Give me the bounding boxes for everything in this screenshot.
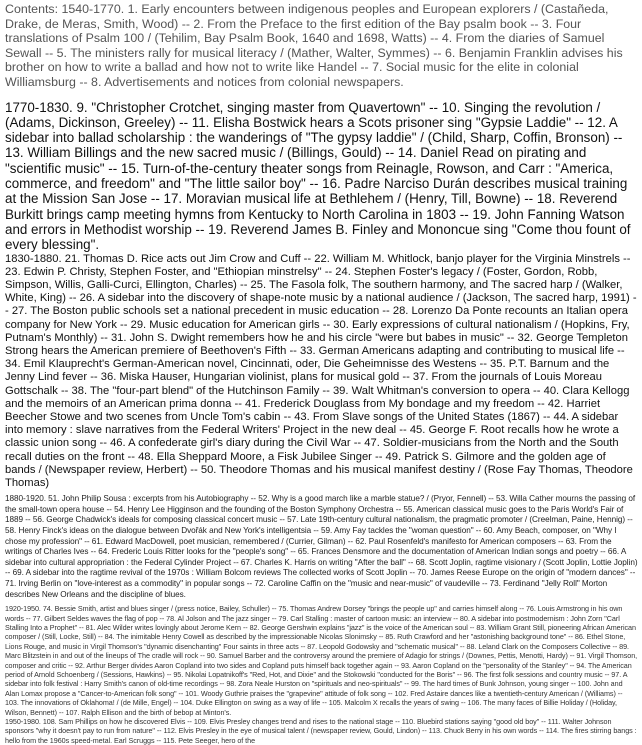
- contents-section-1880-1920: 1880-1920. 51. John Philip Sousa : excerpts from his Autobiography -- 52. Why is a good march like a marble statue? / (Pryor, Fennell) -- 53. Willa Cather mourns the passing of the small-town opera house -- 54. Henry Lee Higginson and the founding of the Boston Symphony Orchestra -- 55. American classical music goes to the Paris World's Fair of 1889 -- 56. George Chadwick's ideals for composing classical concert music -- 57. Late 19th-century cultural nationalism, the pragmatic promoter / (Creelman, Paine, Hennig) -- 58. Henry Finck's ideas on the dialogue between Dvořák and New York's intelligentsia -- 59. Amy Fay tackles the "woman question" -- 60. Amy Beach, composer, on "Why I chose my profession" -- 61. Edward MacDowell, poet musician, remembered / (Currier, Gilman) -- 62. Paul Rosenfeld's manifesto for American composers -- 63. From the writings of Charles Ives -- 64. Frederic Louis Ritter looks for the "people's song" -- 65. Frances Densmore and the documentation of American Indian songs and poetry -- 66. A sidebar into cultural appropriation : the Federal Cylinder Project -- 67. Charles K. Harris on writing "After the ball" -- 68. Scott Joplin, ragtime visionary / (Scott Joplin, Lottie Joplin) -- 69. A sidebar into the ragtime revival of the 1970s : William Bolcom reviews The collected works of Scott Joplin -- 70. James Reese Europe on the origin of "modern dances" -- 71. Irving Berlin on "love-interest as a commodity" in popular songs -- 72. Caroline Caffin on the "music and near-music" of vaudeville -- 73. Ferdinand "Jelly Roll" Morton describes New Orleans and the discipline of blues.: [5, 494, 638, 599]
- contents-section-1950-1980: 1950-1980. 108. Sam Phillips on how he discovered Elvis -- 109. Elvis Presley changes trend and rises to the national stage -- 110. Bluebird stations saying "good old boy" -- 111. Walter Johnson sponsors "why it doesn't pay to run from nature" -- 112. Elvis Presley in the eye of musical talent / (newspaper review, Gould, Lindon) -- 113. Chuck Berry in his own words -- 114. The fires stirring bangs : hello from the 1960s speed-metal. Earl Scruggs -- 115. Pete Seeger, hero of the: [5, 717, 637, 745]
- contents-section-1830-1880: 1830-1880. 21. Thomas D. Rice acts out Jim Crow and Cuff -- 22. William M. Whitlock, banjo player for the Virginia Minstrels -- 23. Edwin P. Christy, Stephen Foster, and "Ethiopian minstrelsy" -- 24. Stephen Foster's legacy / (Foster, Gordon, Robb, Simpson, Willis, Galli-Curci, Ellington, Charles) -- 25. The Fasola folk, The southern harmony, and The sacred harp / (Walker, White, King) -- 26. A sidebar into the discovery of shape-note music by a national audience / (Jackson, The sacred harp, 1991) -- 27. The Boston public schools set a national precedent in music education -- 28. Lorenzo Da Ponte recounts an Italian opera company for New York -- 29. Music education for American girls -- 30. Early expressions of cultural nationalism / (Hopkins, Fry, Putnam's Monthly) -- 31. John S. Dwight remembers how he and his circle "were but babes in music" -- 32. George Templeton Strong hears the American premiere of Beethoven's Fifth -- 33. German Americans adapting and contributing to musical life -- 34. Emil Klauprecht's German-American novel, Cincinnati, oder, Die Geheimnisse des Westens -- 35. P.T. Barnum and the Jenny Lind fever -- 36. Miska Hauser, Hungarian violinist, plans for musical gold -- 37. From the journals of Louis Moreau Gottschalk -- 38. The "four-part blend" of the Hutchinson Family -- 39. Walt Whitman's conversion to opera -- 40. Clara Kellogg and the memoirs of an American prima donna -- 41. Frederick Douglass from My bondage and my freedom -- 42. Harriet Beecher Stowe and two scenes from Uncle Tom's cabin -- 43. From Slave songs of the United States (1867) -- 44. A sidebar into memory : slave narratives from the Federal Writers' Project in the new deal -- 45. George F. Root recalls how he wrote a classic union song -- 46. A confederate girl's diary during the Civil War -- 47. Soldier-musicians from the North and the South recall duties on the front -- 48. Ella Sheppard Moore, a Fisk Jubilee Singer -- 49. Patrick S. Gilmore and the golden age of bands / (Newspaper review, Herbert) -- 50. Theodore Thomas and his musical manifest destiny / (Rose Fay Thomas, Theodore Thomas): [5, 252, 637, 489]
- contents-section-1920-1950: 1920-1950. 74. Bessie Smith, artist and blues singer / (press notice, Bailey, Schuller) -- 75. Thomas Andrew Dorsey "brings the people up" and carries himself along -- 76. Louis Armstrong in his own words -- 77. Gilbert Seldes waves the flag of pop -- 78. Al Jolson and The jazz singer -- 79. Carl Stalling : master of cartoon music: an interview -- 80. A sidebar into postmodernism : John Zorn "Carl Stalling Into a Prophet" -- 81. Alec Wilder writes lovingly about Jerome Kern -- 82. George Gershwin explains "jazz" is the voice of the American soul -- 83. William Grant Still, pioneering African American composer / (Still, Locke, Still) -- 84. The inimitable Henry Cowell as described by the impressionable Nicolas Slonimsky -- 85. Ruth Crawford and her "astonishing background tone" -- 86. Ethel Stone, Lions Rouge, and music in Virgil Thomson's "dynamic disenchanting" Four saints in three acts -- 87. Leopold Godowsky and "schematic musical" -- 88. Leland Clark on the Composers Collective -- 89. Marc Blitzstein in and out of the lineups of The cradle will rock -- 90. Samuel Barber and the controversy around the premiere of Adagio for strings / (Downes, Pettis, Menotti, Hardy) -- 91. Virgil Thomson, composer and critic -- 92. Arthur Berger divides Aaron Copland into two sides and Copland puts himself back together again -- 93. Aaron Copland on the "personality of the Stanley" -- 94. The American period of Arnold Schoenberg / (Sessions, Hawkins) -- 95. Nikolai Lopatnikoff's "Red, Hot, and Dixie" and the Stokowski "conducted for the Boris" -- 96. The first folk sessions and country music -- 97. A sidebar into folk festival : Harry Smith's canon of old-time recordings -- 98. Zora Neale Hurston on "spirituals and neo-spirituals" -- 99. The hard times of Bunk Johnson, young singer -- 100. John and Alan Lomax propose a "Cancer-to-American folk song" -- 101. Woody Guthrie praises the "grapevine" attitude of folk song -- 102. Fred Astaire dances like a twentieth-century American / (Williams) -- 103. The innovations of Oklahoma! / (de Mille, Engel) -- 104. Duke Ellington on swing as a way of life -- 105. Malcolm X recalls the years of swing -- 106. The many faces of Billie Holiday / (Holiday, Wilson, Bennett) -- 107. Ralph Ellison and the birth of bebop at Minton's.: [5, 604, 638, 717]
- contents-section-1540-1770: Contents: 1540-1770. 1. Early encounters between indigenous peoples and European explorers / (Castañeda, Drake, de Meras, Smith, Wood) -- 2. From the Preface to the first edition of the Bay psalm book -- 3. Four translations of Psalm 100 / (Tehilim, Bay Psalm Book, 1640 and 1698, Watts) -- 4. From the diaries of Samuel Sewall -- 5. The ministers rally for musical literacy / (Mather, Walter, Symmes) -- 6. Benjamin Franklin advises his brother on how to write a ballad and how not to write like Handel -- 7. Social music for the elite in colonial Williamsburg -- 8. Advertisements and notices from colonial newspapers.: [5, 2, 623, 89]
- contents-section-1770-1830: 1770-1830. 9. "Christopher Crotchet, singing master from Quavertown" -- 10. Singing the revolution / (Adams, Dickinson, Greeley) -- 11. Elisha Bostwick hears a Scots prisoner sing "Gypsie Laddie" -- 12. A sidebar into ballad scholarship : the wanderings of "The gypsy laddie" / (Child, Sharp, Coffin, Bronson) -- 13. William Billings and the new sacred music / (Billings, Gould) -- 14. Daniel Read on pirating and "scientific music" -- 15. Turn-of-the-century theater songs from Reinagle, Rowson, and Carr : "America, commerce, and freedom" and "The little sailor boy" -- 16. Padre Narciso Durán describes musical training at the Mission San Jose -- 17. Moravian musical life at Bethlehem / (Henry, Till, Bowne) -- 18. Reverend Burkitt brings camp meeting hymns from Kentucky to North Carolina in 1803 -- 19. John Fanning Watson and errors in Methodist worship -- 19. Reverend James B. Finley and Mononcue sing "Come thou fount of every blessing".: [5, 99, 631, 253]
